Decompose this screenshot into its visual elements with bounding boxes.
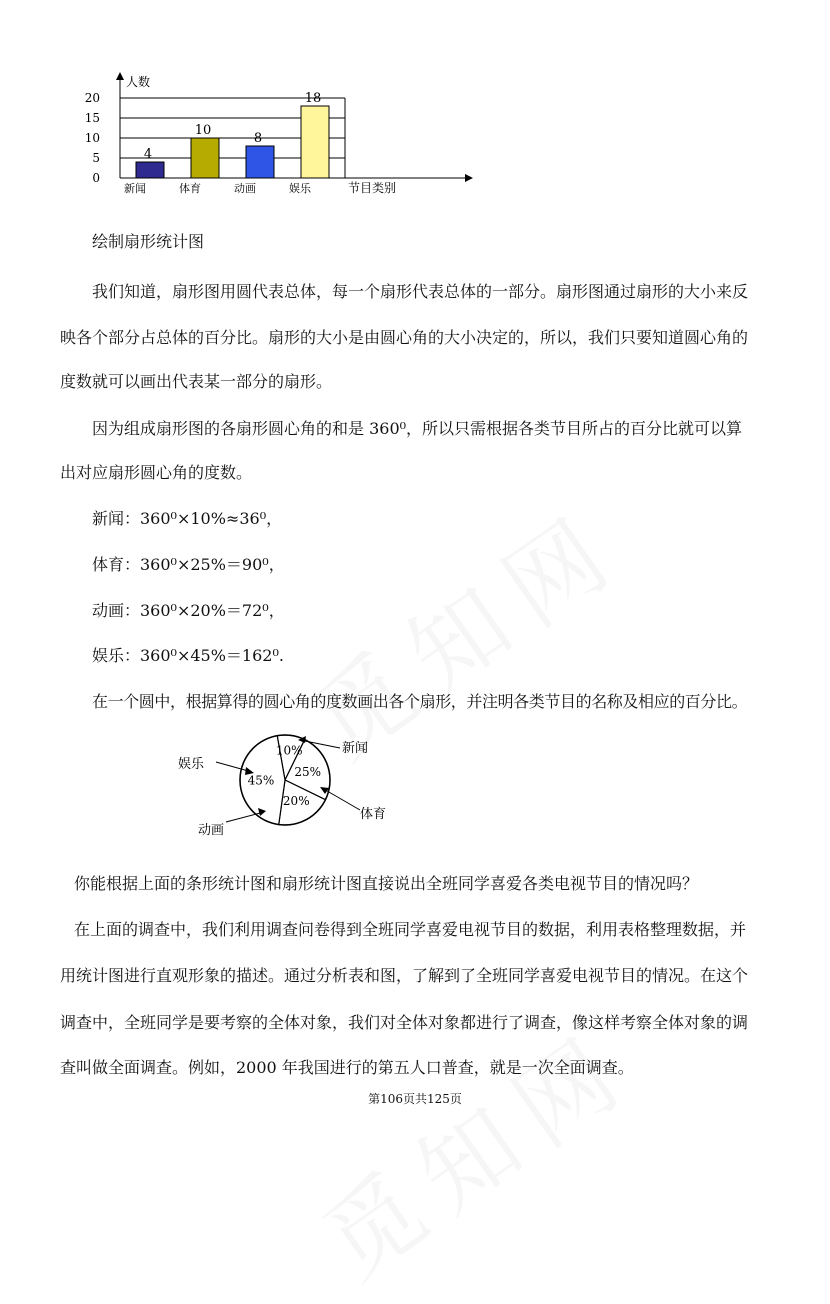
paragraph-4-line-3: 调查中，全班同学是要考察的全体对象，我们对全体对象都进行了调查，像这样考察全体对象的调 bbox=[60, 1013, 749, 1032]
bar-category-label: 娱乐 bbox=[289, 182, 311, 195]
bar-y-tick-labels bbox=[85, 91, 100, 185]
y-tick-label: 0 bbox=[92, 171, 100, 185]
pie-percent-label: 25% bbox=[294, 765, 322, 780]
paragraph-4-line-2: 用统计图进行直观形象的描述。通过分析表和图，了解到了全班同学喜爱电视节目的情况。在这个 bbox=[60, 966, 749, 985]
paragraph-4-line-4: 查叫做全面调查。例如，2000 年我国进行的第五人口普查，就是一次全面调查。 bbox=[60, 1058, 634, 1077]
paragraph-3: 在一个圆中，根据算得的圆心角的度数画出各个扇形，并注明各类节目的名称及相应的百分比。 bbox=[92, 692, 748, 711]
sports-callout-line bbox=[322, 788, 360, 810]
y-tick-label: 5 bbox=[92, 151, 100, 165]
bar-value-label: 8 bbox=[253, 131, 263, 146]
bar-1 bbox=[191, 138, 219, 178]
pie-label-animation: 动画 bbox=[198, 823, 225, 838]
calc-sports: 体育：360⁰×25%＝90⁰， bbox=[92, 555, 285, 574]
y-tick-label: 10 bbox=[84, 131, 100, 145]
x-axis-arrow-icon bbox=[465, 174, 473, 182]
section-title: 绘制扇形统计图 bbox=[92, 232, 205, 251]
bar-category-label: 动画 bbox=[234, 182, 256, 195]
bar-category-label: 体育 bbox=[179, 182, 201, 195]
page-footer: 第106页共125页 bbox=[368, 1092, 462, 1106]
pie-label-sports: 体育 bbox=[360, 807, 387, 822]
bar-value-label: 10 bbox=[194, 123, 212, 138]
bar-2 bbox=[246, 146, 274, 178]
y-tick-label: 20 bbox=[84, 91, 100, 105]
bar-category-labels bbox=[124, 181, 312, 195]
pie-percent-label: 10% bbox=[275, 743, 303, 758]
paragraph-2-line-1: 因为组成扇形图的各扇形圆心角的和是 360⁰，所以只需根据各类节目所占的百分比就可以算 bbox=[92, 419, 743, 438]
pie-percent-label: 20% bbox=[282, 794, 310, 809]
bar-category-label: 新闻 bbox=[124, 182, 146, 195]
bar-chart bbox=[80, 68, 480, 208]
y-tick-label: 15 bbox=[84, 111, 100, 125]
pie-label-news: 新闻 bbox=[342, 741, 369, 756]
pie-label-entertainment: 娱乐 bbox=[178, 757, 205, 772]
bar-value-labels bbox=[144, 91, 321, 162]
paragraph-1-line-2: 映各个部分占总体的百分比。扇形的大小是由圆心角的大小决定的，所以，我们只要知道圆心角的 bbox=[60, 328, 749, 347]
bar-value-label: 4 bbox=[143, 147, 153, 162]
bar-3 bbox=[301, 106, 329, 178]
watermark-bottom bbox=[292, 993, 656, 1304]
paragraph-1-line-1: 我们知道，扇形图用圆代表总体，每一个扇形代表总体的一部分。扇形图通过扇形的大小来反 bbox=[92, 282, 749, 301]
calc-entertainment: 娱乐：360⁰×45%＝162⁰. bbox=[92, 646, 284, 665]
calc-news: 新闻：360⁰×10%≈36⁰， bbox=[92, 509, 283, 528]
x-axis-label: 节目类别 bbox=[348, 181, 397, 195]
bar-0 bbox=[136, 162, 164, 178]
y-axis-label: 人数 bbox=[126, 75, 151, 89]
bar-value-label: 18 bbox=[304, 91, 322, 106]
pie-percent-label: 45% bbox=[247, 773, 275, 788]
paragraph-1-line-3: 度数就可以画出代表某一部分的扇形。 bbox=[60, 372, 333, 391]
pie-chart bbox=[160, 730, 420, 845]
paragraph-2-line-2: 出对应扇形圆心角的度数。 bbox=[60, 463, 253, 482]
calc-animation: 动画：360⁰×20%＝72⁰， bbox=[92, 601, 285, 620]
bar-bars bbox=[136, 106, 329, 178]
y-axis-arrow-icon bbox=[116, 72, 124, 80]
paragraph-4-line-1: 在上面的调查中，我们利用调查问卷得到全班同学喜爱电视节目的数据，利用表格整理数据，并 bbox=[74, 920, 747, 939]
question: 你能根据上面的条形统计图和扇形统计图直接说出全班同学喜爱各类电视节目的情况吗？ bbox=[74, 874, 699, 893]
